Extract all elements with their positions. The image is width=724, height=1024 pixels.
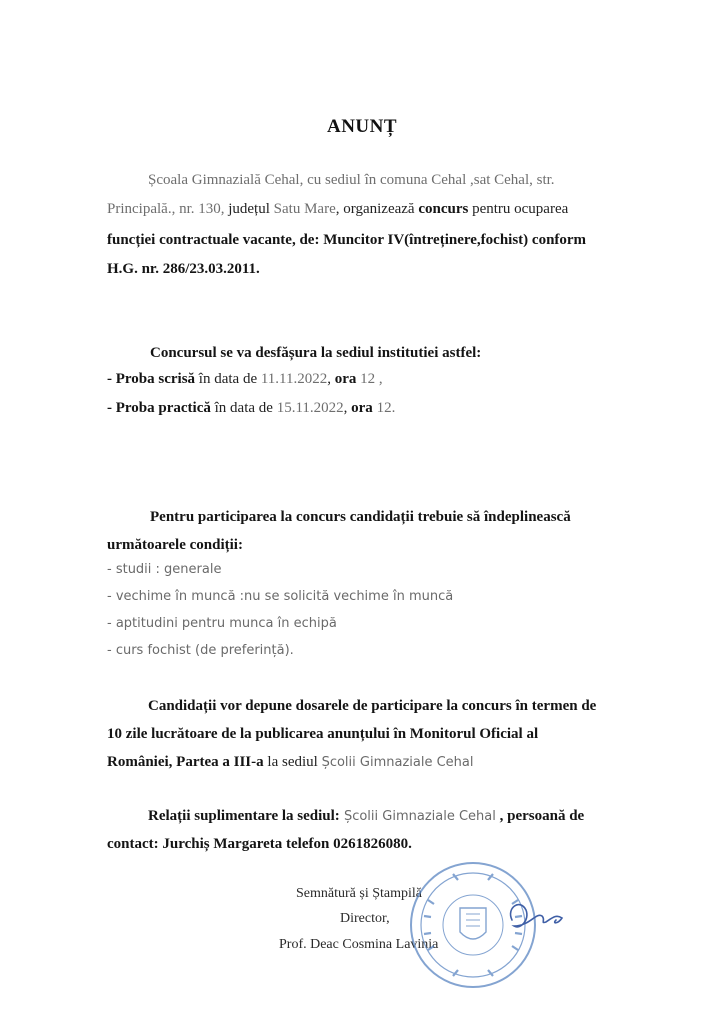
- handwritten-signature-icon: [500, 890, 570, 940]
- intro-text: , cu sediul în comuna Cehal ,sat Cehal, str.: [299, 172, 555, 188]
- intro-line-2: [107, 199, 568, 219]
- monitor-part: României, Partea a III-a: [107, 754, 264, 770]
- county-name: Satu Mare: [273, 201, 336, 217]
- concurs-word: concurs: [418, 201, 469, 217]
- address-text: Principală., nr. 130,: [107, 201, 225, 217]
- condition-item: - curs fochist (de preferință).: [107, 643, 294, 658]
- school-seat-name: Școlii Gimnaziale Cehal: [321, 755, 474, 770]
- contact-label: contact:: [107, 836, 163, 852]
- date-prefix: în data de: [210, 400, 277, 416]
- signature-label: Semnătură și Ștampilă: [296, 886, 422, 901]
- position-text: funcției contractuale vacante, de: Muncitor IV(întreținere,fochist) conform: [107, 232, 587, 248]
- conditions-line-2: [107, 535, 243, 555]
- condition-item: - vechime în muncă :nu se solicită vechime în muncă: [107, 589, 454, 604]
- written-test-hour: 12 ,: [356, 371, 383, 387]
- schedule-heading: [150, 343, 481, 363]
- director-label: Director,: [340, 911, 390, 926]
- conditions-intro: Pentru participarea la concurs candidații trebuie să îndeplinească: [150, 509, 571, 525]
- contact-heading: Relații suplimentare la sediul:: [148, 808, 340, 824]
- phone-label: telefon: [282, 836, 334, 852]
- intro-line-3: [107, 230, 586, 250]
- submission-text-2: 10 zile lucrătoare de la publicarea anunțului în Monitorul Oficial al: [107, 726, 539, 742]
- condition-item: - studii : generale: [107, 562, 222, 577]
- contact-name: Jurchiș Margareta: [162, 836, 283, 852]
- written-test-date: 11.11.2022: [260, 371, 328, 387]
- intro-line-4: [107, 259, 260, 279]
- separator: ,: [343, 400, 352, 416]
- date-prefix: în data de: [195, 371, 261, 387]
- submission-line-3: [107, 752, 473, 773]
- contact-school: Școlii Gimnaziale Cehal: [339, 809, 496, 824]
- separator: ,: [327, 371, 335, 387]
- conditions-heading: următoarele condiții:: [107, 537, 243, 553]
- practical-test-date: 15.11.2022: [276, 400, 344, 416]
- intro-line-1: [148, 170, 555, 190]
- submission-text-1: Candidații vor depune dosarele de participare la concurs în termen de: [148, 698, 597, 714]
- contact-line-1: [148, 806, 584, 827]
- document-title: ANUNȚ: [326, 116, 398, 137]
- schedule-written: [107, 369, 383, 389]
- contact-person-label: , persoană de: [495, 808, 585, 824]
- practical-test-hour: 12.: [372, 400, 396, 416]
- condition-item: - aptitudini pentru munca în echipă: [107, 616, 337, 631]
- schedule-practical: [107, 398, 395, 418]
- hour-label: ora: [351, 400, 373, 416]
- phone-number: 0261826080.: [333, 836, 412, 852]
- practical-test-label: - Proba practică: [107, 400, 211, 416]
- organizes-text: , organizează: [335, 201, 419, 217]
- submission-line-2: [107, 724, 538, 744]
- school-name: Școala Gimnazială Cehal: [148, 172, 300, 188]
- legal-reference: H.G. nr. 286/23.03.2011.: [107, 261, 260, 277]
- conditions-line-1: [150, 507, 571, 527]
- hour-label: ora: [334, 371, 357, 387]
- at-seat-text: la sediul: [263, 754, 322, 770]
- submission-line-1: [148, 696, 596, 716]
- written-test-label: - Proba scrisă: [107, 371, 196, 387]
- schedule-heading-text: Concursul se va desfășura la sediul institutiei astfel:: [150, 345, 482, 361]
- contact-line-2: [107, 834, 412, 854]
- director-name: Prof. Deac Cosmina Lavinia: [279, 937, 439, 952]
- county-label: județul: [224, 201, 274, 217]
- intro-tail: pentru ocuparea: [468, 201, 569, 217]
